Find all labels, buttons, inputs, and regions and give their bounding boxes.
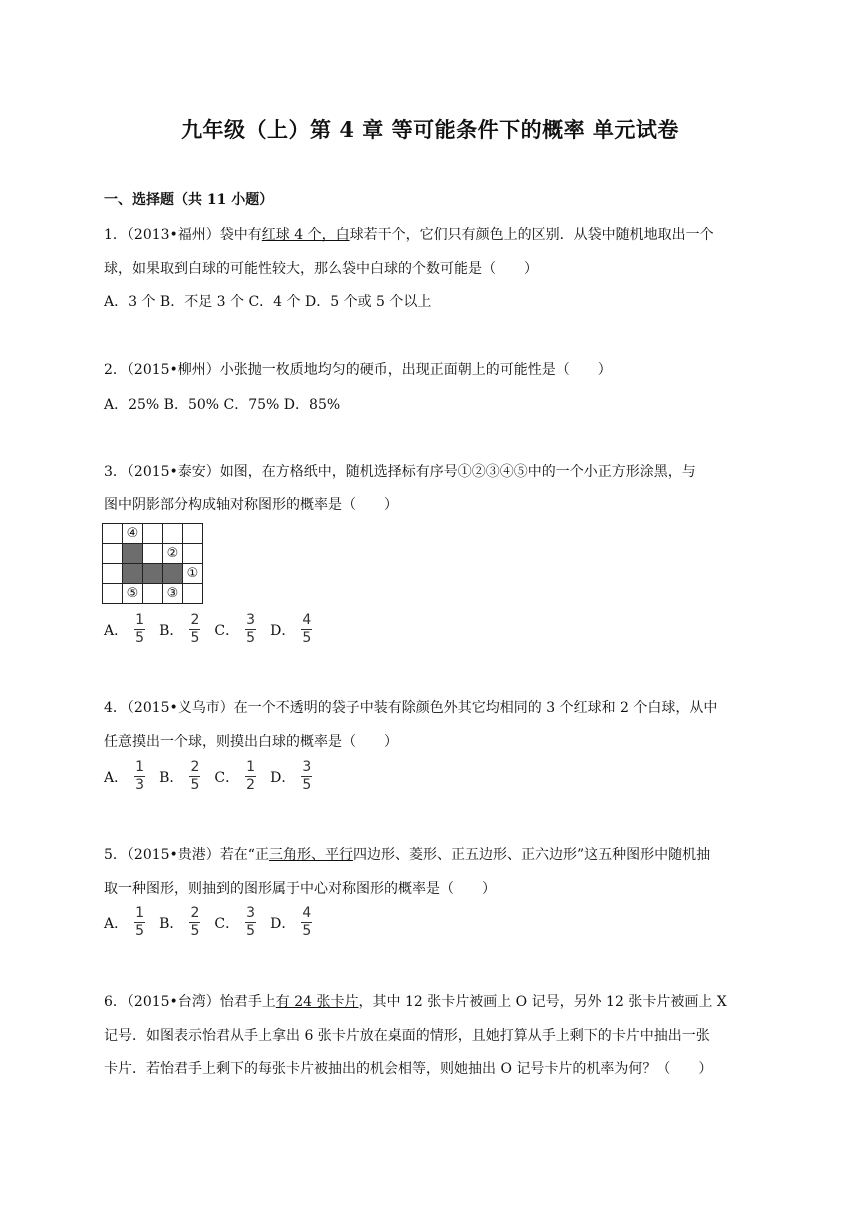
option-label: D． — [270, 915, 296, 932]
fraction — [134, 906, 145, 939]
numerator: 1 — [135, 905, 145, 921]
q1-text-a: 1．（2013•福州）袋中有 — [104, 227, 262, 243]
fraction — [189, 613, 200, 646]
option-label: D． — [270, 769, 296, 786]
question-1-options: A．3 个 B．不足 3 个 C．4 个 D．5 个或 5 个以上 — [104, 294, 432, 310]
q1-text-b: 球若干个，它们只有颜色上的区别．从袋中随机地取出一个 — [349, 227, 714, 243]
option-d — [270, 613, 312, 646]
denominator: 3 — [135, 777, 145, 793]
fraction — [245, 906, 256, 939]
option-label: B． — [159, 915, 184, 932]
denominator: 5 — [302, 923, 312, 939]
grid-cell — [143, 584, 163, 604]
question-6-line-2: 记号．如图表示怡君从手上拿出 6 张卡片放在桌面的情形，且她打算从手上剩下的卡片中抽出一张 — [104, 1028, 710, 1044]
option-label: A． — [104, 769, 129, 786]
option-c — [214, 760, 256, 793]
numerator: 1 — [135, 612, 145, 628]
q5-text-a: 5．（2015•贵港）若在“正 — [104, 847, 269, 863]
option-c — [214, 906, 256, 939]
option-b — [159, 613, 200, 646]
denominator: 5 — [190, 923, 200, 939]
numerator: 4 — [302, 905, 312, 921]
section-heading: 一、选择题（共 11 小题） — [104, 192, 274, 208]
numerator: 3 — [246, 612, 256, 628]
grid-cell-shaded — [123, 544, 143, 564]
option-label: C． — [214, 622, 240, 639]
grid-cell — [143, 524, 163, 544]
grid-cell — [163, 524, 183, 544]
question-3-line-2: 图中阴影部分构成轴对称图形的概率是（ ） — [104, 497, 398, 513]
fraction — [189, 760, 200, 793]
option-label: C． — [214, 769, 240, 786]
numerator: 2 — [190, 905, 200, 921]
grid-cell — [143, 544, 163, 564]
q5-text-b: 四边形、菱形、正五边形、正六边形”这五种图形中随机抽 — [352, 847, 711, 863]
question-2-options: A．25% B．50% C．75% D．85% — [104, 397, 341, 413]
grid-cell — [103, 524, 123, 544]
option-label: D． — [270, 622, 296, 639]
denominator: 5 — [246, 630, 256, 646]
denominator: 5 — [246, 923, 256, 939]
option-a — [104, 760, 145, 793]
q6-text-a: 6．（2015•台湾）怡君手上 — [104, 994, 276, 1010]
fraction — [189, 906, 200, 939]
question-3-options — [104, 613, 326, 646]
option-label: A． — [104, 915, 129, 932]
grid-cell-shaded — [163, 564, 183, 584]
grid-cell-label-1: ① — [183, 564, 203, 584]
option-d — [270, 760, 312, 793]
question-2-line-1: 2．（2015•柳州）小张抛一枚质地均匀的硬币，出现正面朝上的可能性是（ ） — [104, 362, 612, 378]
numerator: 2 — [190, 612, 200, 628]
grid-cell — [183, 584, 203, 604]
fraction — [134, 613, 145, 646]
numerator: 3 — [302, 759, 312, 775]
grid-cell — [103, 564, 123, 584]
grid-cell — [103, 584, 123, 604]
question-5-options — [104, 906, 326, 939]
denominator: 5 — [135, 923, 145, 939]
grid-cell — [183, 524, 203, 544]
denominator: 5 — [302, 777, 312, 793]
option-b — [159, 906, 200, 939]
fraction — [301, 760, 312, 793]
question-4-line-1: 4．（2015•义乌市）在一个不透明的袋子中装有除颜色外其它均相同的 3 个红球和 2 个白球，从中 — [104, 700, 718, 716]
grid-cell-shaded — [143, 564, 163, 584]
option-d — [270, 906, 312, 939]
question-6-line-3: 卡片．若怡君手上剩下的每张卡片被抽出的机会相等，则她抽出 O 记号卡片的机率为何？（ ） — [104, 1061, 713, 1077]
denominator: 5 — [302, 630, 312, 646]
fraction — [245, 613, 256, 646]
q1-underlined: 红球 4 个，白 — [261, 227, 350, 243]
grid-cell — [183, 544, 203, 564]
option-label: B． — [159, 769, 184, 786]
q3-grid-figure — [102, 523, 203, 604]
fraction — [301, 613, 312, 646]
question-5-line-2: 取一种图形，则抽到的图形属于中心对称图形的概率是（ ） — [104, 881, 496, 897]
denominator: 5 — [190, 630, 200, 646]
numerator: 2 — [190, 759, 200, 775]
denominator: 5 — [135, 630, 145, 646]
question-5-line-1 — [104, 844, 710, 864]
page-title: 九年级（上）第 4 章 等可能条件下的概率 单元试卷 — [181, 117, 679, 142]
grid-cell — [103, 544, 123, 564]
grid-cell-label-3: ③ — [163, 584, 183, 604]
question-4-options — [104, 760, 326, 793]
denominator: 2 — [246, 777, 256, 793]
grid-cell-label-2: ② — [163, 544, 183, 564]
numerator: 4 — [302, 612, 312, 628]
q6-text-b: ，其中 12 张卡片被画上 O 记号，另外 12 张卡片被画上 X — [358, 994, 727, 1010]
numerator: 1 — [246, 759, 256, 775]
q6-underlined: 有 24 张卡片 — [275, 994, 359, 1010]
option-label: B． — [159, 622, 184, 639]
question-4-line-2: 任意摸出一个球，则摸出白球的概率是（ ） — [104, 734, 398, 750]
option-label: A． — [104, 622, 129, 639]
denominator: 5 — [190, 777, 200, 793]
grid-cell-label-5: ⑤ — [123, 584, 143, 604]
option-a — [104, 613, 145, 646]
option-a — [104, 906, 145, 939]
grid-cell-label-4: ④ — [123, 524, 143, 544]
question-3-line-1: 3．（2015•泰安）如图，在方格纸中，随机选择标有序号①②③④⑤中的一个小正方形涂黑，与 — [104, 464, 696, 480]
fraction — [134, 760, 145, 793]
question-1-line-1 — [104, 224, 714, 244]
grid-cell-shaded — [123, 564, 143, 584]
question-6-line-1 — [104, 991, 727, 1011]
option-c — [214, 613, 256, 646]
numerator: 3 — [246, 905, 256, 921]
numerator: 1 — [135, 759, 145, 775]
question-1-line-2: 球，如果取到白球的可能性较大，那么袋中白球的个数可能是（ ） — [104, 261, 538, 277]
fraction — [301, 906, 312, 939]
fraction — [245, 760, 256, 793]
option-label: C． — [214, 915, 240, 932]
option-b — [159, 760, 200, 793]
q5-underlined: 三角形、平行 — [268, 847, 353, 863]
